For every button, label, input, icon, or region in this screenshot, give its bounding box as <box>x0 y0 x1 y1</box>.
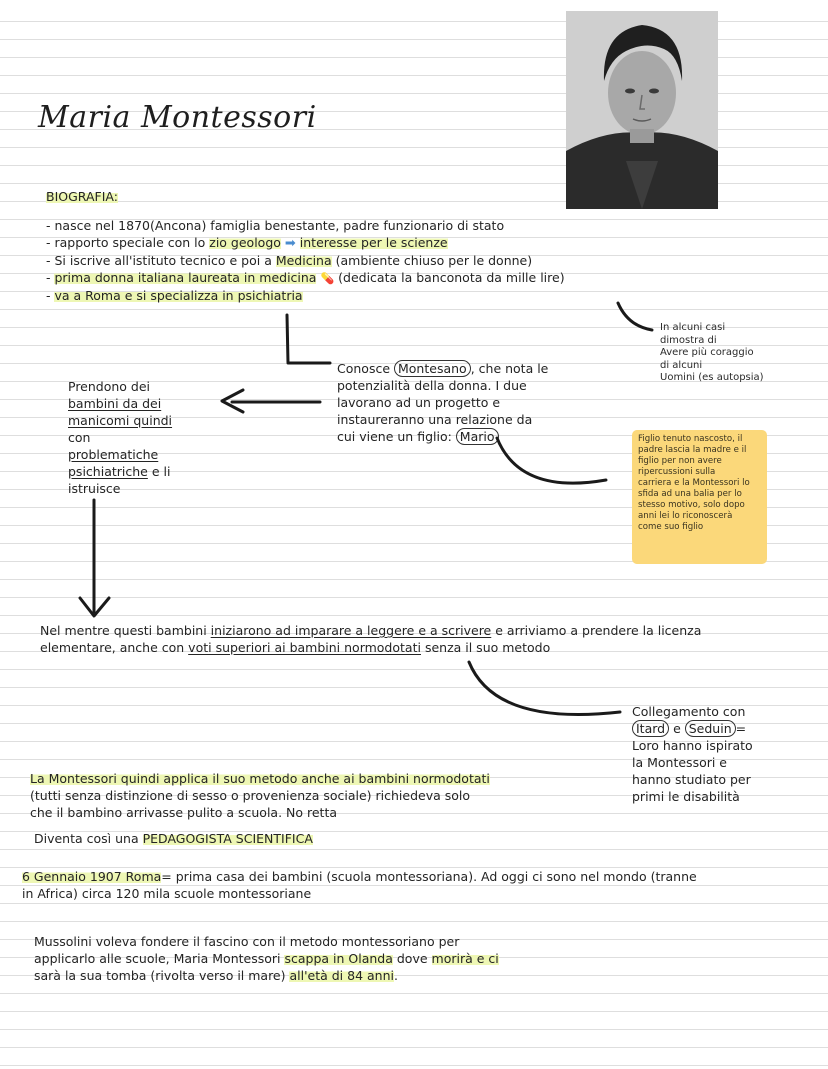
meanwhile-text: senza il suo metodo <box>420 640 551 655</box>
sticky-note-line: padre lascia la madre e il <box>638 445 747 455</box>
meanwhile-text: Nel mentre questi bambini <box>40 623 211 638</box>
meanwhile-underlined: voti superiori ai bambini normodotati <box>188 640 421 655</box>
courage-note-line: dimostra di <box>660 334 717 346</box>
meanwhile-text: elementare, anche con <box>40 640 189 655</box>
mario-circled-name: Mario <box>456 428 499 445</box>
mussolini-highlight-eci: e ci <box>472 951 499 966</box>
casa-text: = prima casa dei bambini (scuola montessoriana). Ad oggi ci sono nel mondo (tranne <box>161 869 697 884</box>
montesano-circled-name: Montesano <box>394 360 471 377</box>
itard-line: la Montessori e <box>632 755 728 770</box>
applies-line: (tutti senza distinzione di sesso o provenienza sociale) richiedeva solo <box>30 788 471 803</box>
biography-heading-text: BIOGRAFIA: <box>46 189 118 204</box>
sticky-note-line: come suo figlio <box>638 522 704 532</box>
children-line: Prendono dei <box>68 379 151 394</box>
children-line: problematiche <box>68 447 159 462</box>
montesano-text: cui viene un figlio: <box>337 429 456 444</box>
pill-icon: 💊 <box>320 272 335 285</box>
sticky-note-line: stesso motivo, solo dopo <box>638 500 745 510</box>
connector-mario-note <box>497 438 606 483</box>
bio-text: - <box>46 288 55 303</box>
sticky-note-line: ripercussioni sulla <box>638 467 716 477</box>
children-line: con <box>68 430 91 445</box>
casa-highlight-date: 6 Gennaio 1907 Roma <box>22 869 162 884</box>
mussolini-text: applicarlo alle scuole, Maria Montessori <box>34 951 285 966</box>
itard-text: e <box>669 721 685 736</box>
connector-itard <box>469 662 620 715</box>
courage-note-line: di alcuni <box>660 359 703 371</box>
sticky-note-line: Figlio tenuto nascosto, il <box>638 434 743 444</box>
montesano-line: lavorano ad un progetto e <box>337 395 501 410</box>
mussolini-highlight-morira: morirà <box>431 951 473 966</box>
itard-circled-name: Itard <box>632 720 669 737</box>
mussolini-text: sarà la sua tomba (rivolta verso il mare) <box>34 968 290 983</box>
mussolini-highlight-age: all'età di 84 anni <box>289 968 394 983</box>
courage-note-line: Avere più coraggio <box>660 347 754 358</box>
itard-line: Collegamento con <box>632 704 746 719</box>
montesano-text: , che nota le <box>470 361 549 376</box>
right-arrow-icon: ➡ <box>284 236 296 251</box>
itard-line: primi le disabilità <box>632 789 740 804</box>
mussolini-text: dove <box>392 951 432 966</box>
mussolini-text: . <box>394 968 398 983</box>
page-title: Maria Montessori <box>38 100 317 135</box>
bio-text: - <box>46 270 55 285</box>
montesano-text: Conosce <box>337 361 394 376</box>
courage-note-line: In alcuni casi <box>660 322 726 333</box>
bio-highlight-medicine: Medicina <box>275 253 332 268</box>
itard-line: hanno studiato per <box>632 772 751 787</box>
sticky-note-line: anni lei lo riconoscerà <box>638 511 733 521</box>
applies-highlight: La Montessori quindi applica il suo metodo anche ai bambini normodotati <box>30 771 490 786</box>
bio-text: (ambiente chiuso per le donne) <box>331 253 533 268</box>
itard-text: = <box>735 721 747 736</box>
bio-highlight-first-woman: prima donna italiana laureata in medicina <box>54 270 317 285</box>
applies-line: che il bambino arrivasse pulito a scuola. No retta <box>30 805 338 820</box>
pedagogist-text: Diventa così una <box>34 831 143 846</box>
meanwhile-underlined: iniziarono ad imparare a leggere e a scrivere <box>210 623 492 638</box>
bio-text: - Si iscrive all'istituto tecnico e poi a <box>46 253 276 268</box>
children-text: e li <box>147 464 171 479</box>
meanwhile-text: e arriviamo a prendere la licenza <box>491 623 702 638</box>
children-text: psichiatriche <box>68 464 148 479</box>
montesano-line: potenzialità della donna. I due <box>337 378 527 393</box>
sticky-note-line: figlio per non avere <box>638 456 722 466</box>
bio-line-birth: - nasce nel 1870(Ancona) famiglia benestante, padre funzionario di stato <box>46 218 505 233</box>
seduin-circled-name: Seduin <box>685 720 736 737</box>
children-line: bambini da dei <box>68 396 162 411</box>
itard-line: Loro hanno ispirato <box>632 738 753 753</box>
mussolini-highlight-olanda: scappa in Olanda <box>284 951 393 966</box>
courage-note-line: Uomini (es autopsia) <box>660 372 764 383</box>
children-line: manicomi quindi <box>68 413 173 428</box>
casa-line: in Africa) circa 120 mila scuole montessoriane <box>22 886 312 901</box>
connector-bio-to-montesano <box>287 315 330 363</box>
bio-text: (dedicata la banconota da mille lire) <box>334 270 565 285</box>
bio-highlight-uncle: zio geologo <box>209 235 281 250</box>
sticky-note-line: carriera e la Montessori lo <box>638 478 750 488</box>
montesano-line: instaureranno una relazione da <box>337 412 533 427</box>
children-line: istruisce <box>68 481 121 496</box>
bio-highlight-science: interesse per le scienze <box>299 235 448 250</box>
mussolini-line: Mussolini voleva fondere il fascino con il metodo montessoriano per <box>34 934 460 949</box>
bio-highlight-rome: va a Roma e si specializza in psichiatria <box>54 288 303 303</box>
bio-text: - rapporto speciale con lo <box>46 235 210 250</box>
pedagogist-highlight: PEDAGOGISTA SCIENTIFICA <box>142 831 313 846</box>
sticky-note-line: sfida ad una balia per lo <box>638 489 742 499</box>
connector-courage-note <box>618 303 652 330</box>
